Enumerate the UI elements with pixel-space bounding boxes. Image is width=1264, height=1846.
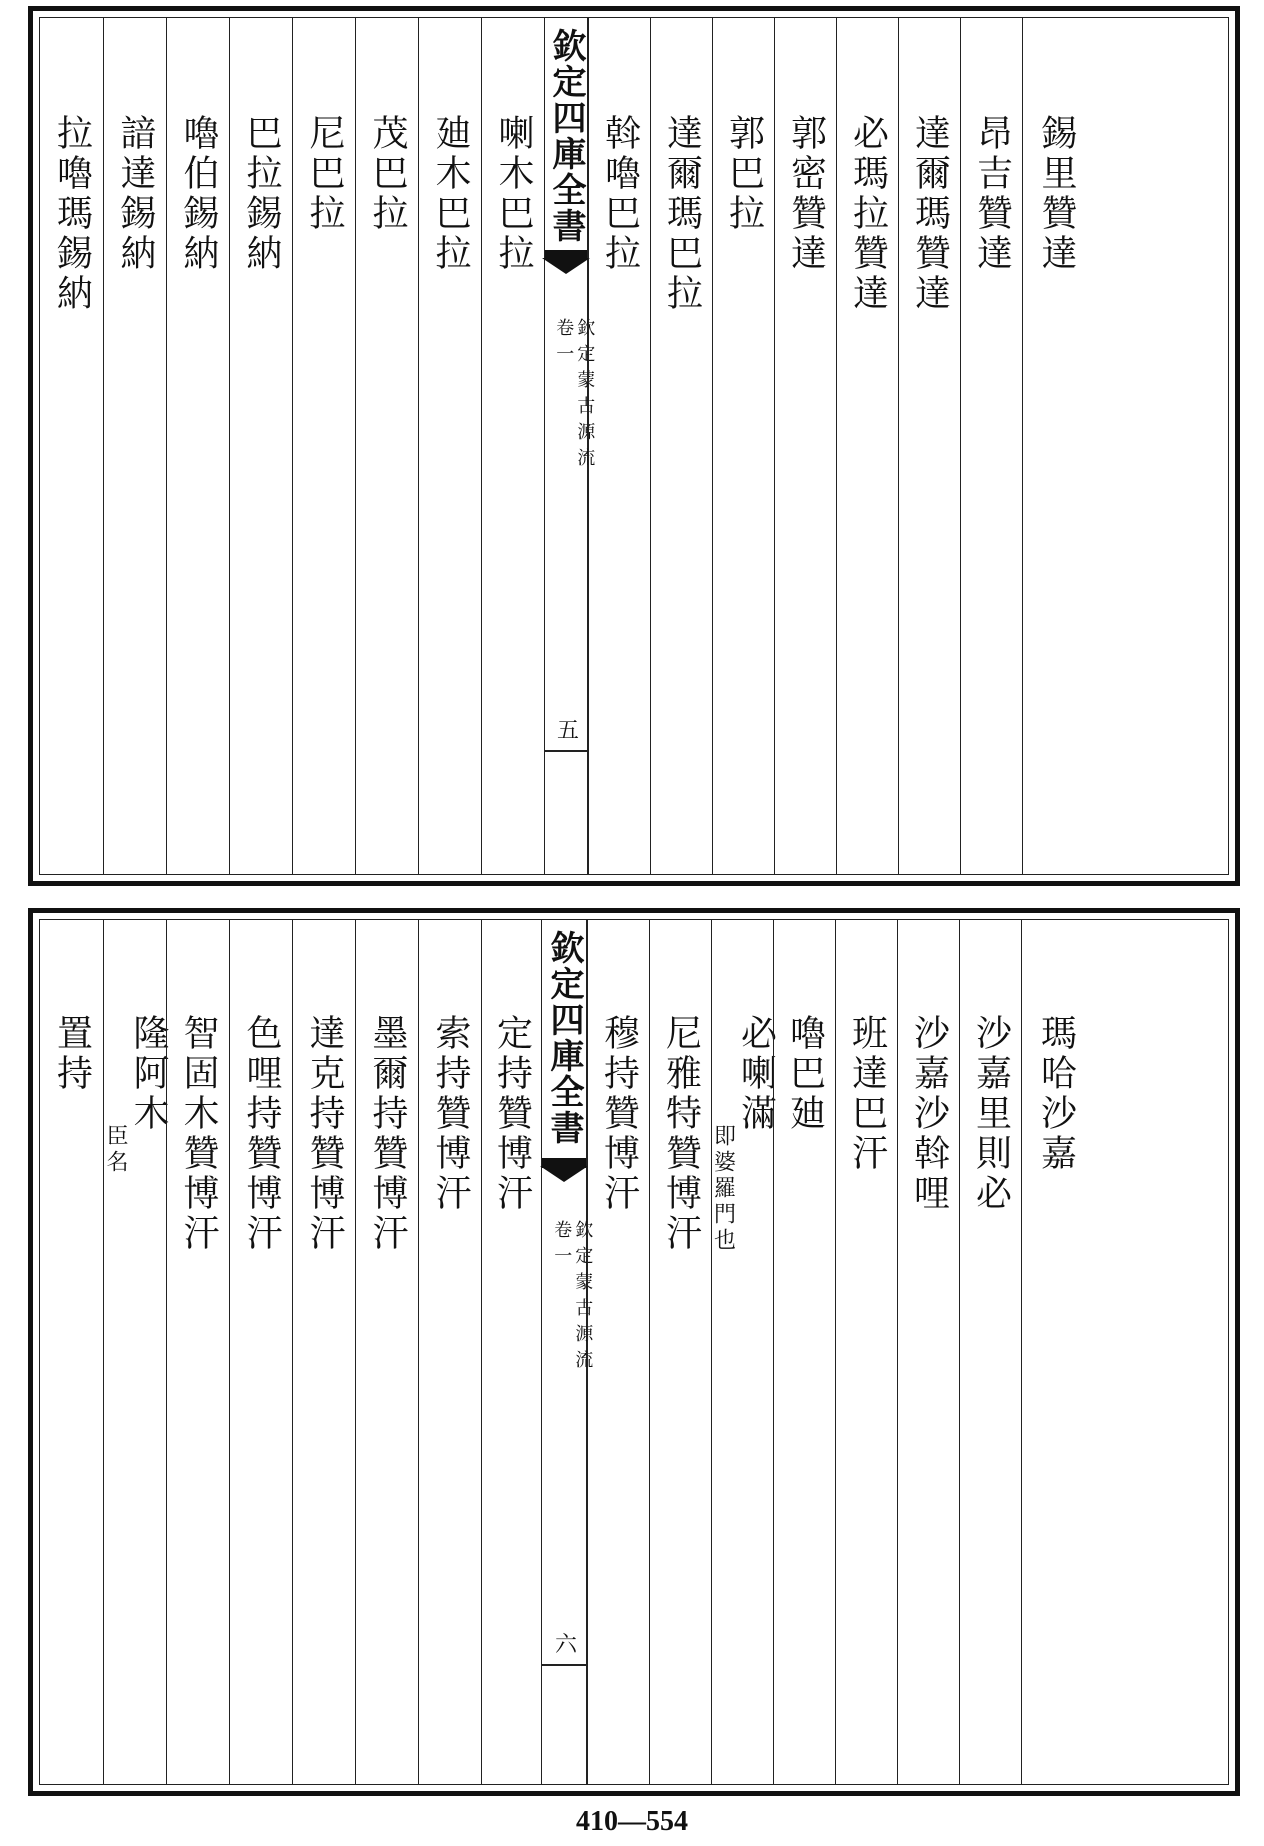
text-column: [898, 18, 960, 874]
spine-divider: [542, 1664, 586, 1666]
text-column: [166, 920, 229, 1784]
column-text: 索持贊博汗: [430, 1014, 471, 1214]
book-title: 欽定蒙古源流: [572, 1220, 594, 1376]
text-column: [229, 920, 292, 1784]
column-text: 錫里贊達: [1036, 114, 1077, 274]
fish-tail-mark: [542, 1158, 586, 1184]
text-column: [897, 920, 959, 1784]
text-column: [835, 920, 897, 1784]
center-fold-column: [544, 18, 596, 874]
top-page-frame: [28, 6, 1240, 886]
text-column: [960, 18, 1022, 874]
text-column: [292, 920, 355, 1784]
bottom-page-inner-border: [39, 919, 1229, 1785]
text-column: [355, 920, 418, 1784]
text-column: [292, 18, 355, 874]
column-text: 喇木巴拉: [493, 114, 534, 274]
bottom-page-frame: [28, 908, 1240, 1796]
column-text: 定持贊博汗: [491, 1014, 533, 1214]
text-column: [40, 18, 103, 874]
column-text: 巴拉錫納: [241, 114, 282, 274]
text-column: [481, 18, 544, 874]
text-column: [959, 920, 1021, 1784]
text-column: [481, 920, 541, 1784]
top-page-inner-border: [39, 17, 1229, 875]
entry-with-note: [710, 1014, 777, 1254]
column-text: 智固木贊博汗: [178, 1014, 219, 1254]
volume-label: 卷一: [553, 318, 575, 370]
column-text: 達爾瑪巴拉: [661, 114, 703, 314]
column-text: 嚕巴廸: [784, 1014, 826, 1134]
column-text: 郭巴拉: [723, 114, 765, 234]
column-text: 拉嚕瑪錫納: [51, 114, 93, 314]
column-text: 尼雅特贊博汗: [660, 1014, 702, 1254]
text-column: [649, 920, 711, 1784]
column-text: 郭密贊達: [785, 114, 827, 274]
text-column: [166, 18, 229, 874]
entry-with-note: [103, 1014, 169, 1176]
interlinear-note: 臣名: [103, 1124, 128, 1176]
collection-title: 欽定四庫全書: [546, 28, 586, 244]
spine-divider: [545, 750, 587, 752]
column-text: 沙嘉沙斡哩: [908, 1014, 950, 1214]
volume-label: 卷一: [551, 1220, 573, 1272]
column-text: 色哩持贊博汗: [241, 1014, 282, 1254]
text-column: [40, 920, 103, 1784]
column-text: 昂吉贊達: [971, 114, 1013, 274]
column-text: 墨爾持贊博汗: [367, 1014, 408, 1254]
column-text: 達爾瑪贊達: [909, 114, 951, 314]
leaf-number: 六: [551, 1632, 577, 1654]
spine-book-title: [551, 1220, 594, 1376]
fish-tail-mark: [545, 250, 587, 276]
column-text: 必瑪拉贊達: [847, 114, 889, 314]
column-text: 沙嘉里則必: [970, 1014, 1012, 1214]
column-text: 達克持贊博汗: [304, 1014, 345, 1254]
column-text: 班達巴汗: [846, 1014, 888, 1174]
page-number: 410—554: [576, 1806, 688, 1837]
interlinear-note: 即婆羅門也: [710, 1124, 736, 1254]
text-column: [418, 920, 481, 1784]
text-column: [103, 18, 166, 874]
text-column: [712, 18, 774, 874]
text-column: [103, 920, 169, 1784]
text-column: [229, 18, 292, 874]
text-column: [836, 18, 898, 874]
column-text: 必喇滿: [735, 1014, 777, 1134]
column-text: 尼巴拉: [304, 114, 345, 234]
text-column: [588, 18, 650, 874]
text-column: [1021, 920, 1089, 1784]
column-text: 嚕伯錫納: [178, 114, 219, 274]
center-fold-column: [541, 920, 594, 1784]
column-text: 瑪哈沙嘉: [1035, 1014, 1077, 1174]
column-text: 斡嚕巴拉: [599, 114, 641, 274]
column-text: 隆阿木: [128, 1014, 169, 1134]
text-column: [355, 18, 418, 874]
book-title: 欽定蒙古源流: [574, 318, 596, 474]
leaf-number: 五: [553, 718, 579, 740]
column-text: 廸木巴拉: [430, 114, 471, 274]
column-text: 穆持贊博汗: [598, 1014, 640, 1214]
text-column: [587, 920, 649, 1784]
collection-title: 欽定四庫全書: [544, 930, 584, 1146]
text-column: [773, 920, 835, 1784]
text-column: [650, 18, 712, 874]
text-column: [774, 18, 836, 874]
column-text: 置持: [51, 1014, 93, 1094]
column-text: 茂巴拉: [367, 114, 408, 234]
text-column: [418, 18, 481, 874]
text-column: [1022, 18, 1089, 874]
text-column: [710, 920, 777, 1784]
column-text: 諳達錫納: [115, 114, 156, 274]
